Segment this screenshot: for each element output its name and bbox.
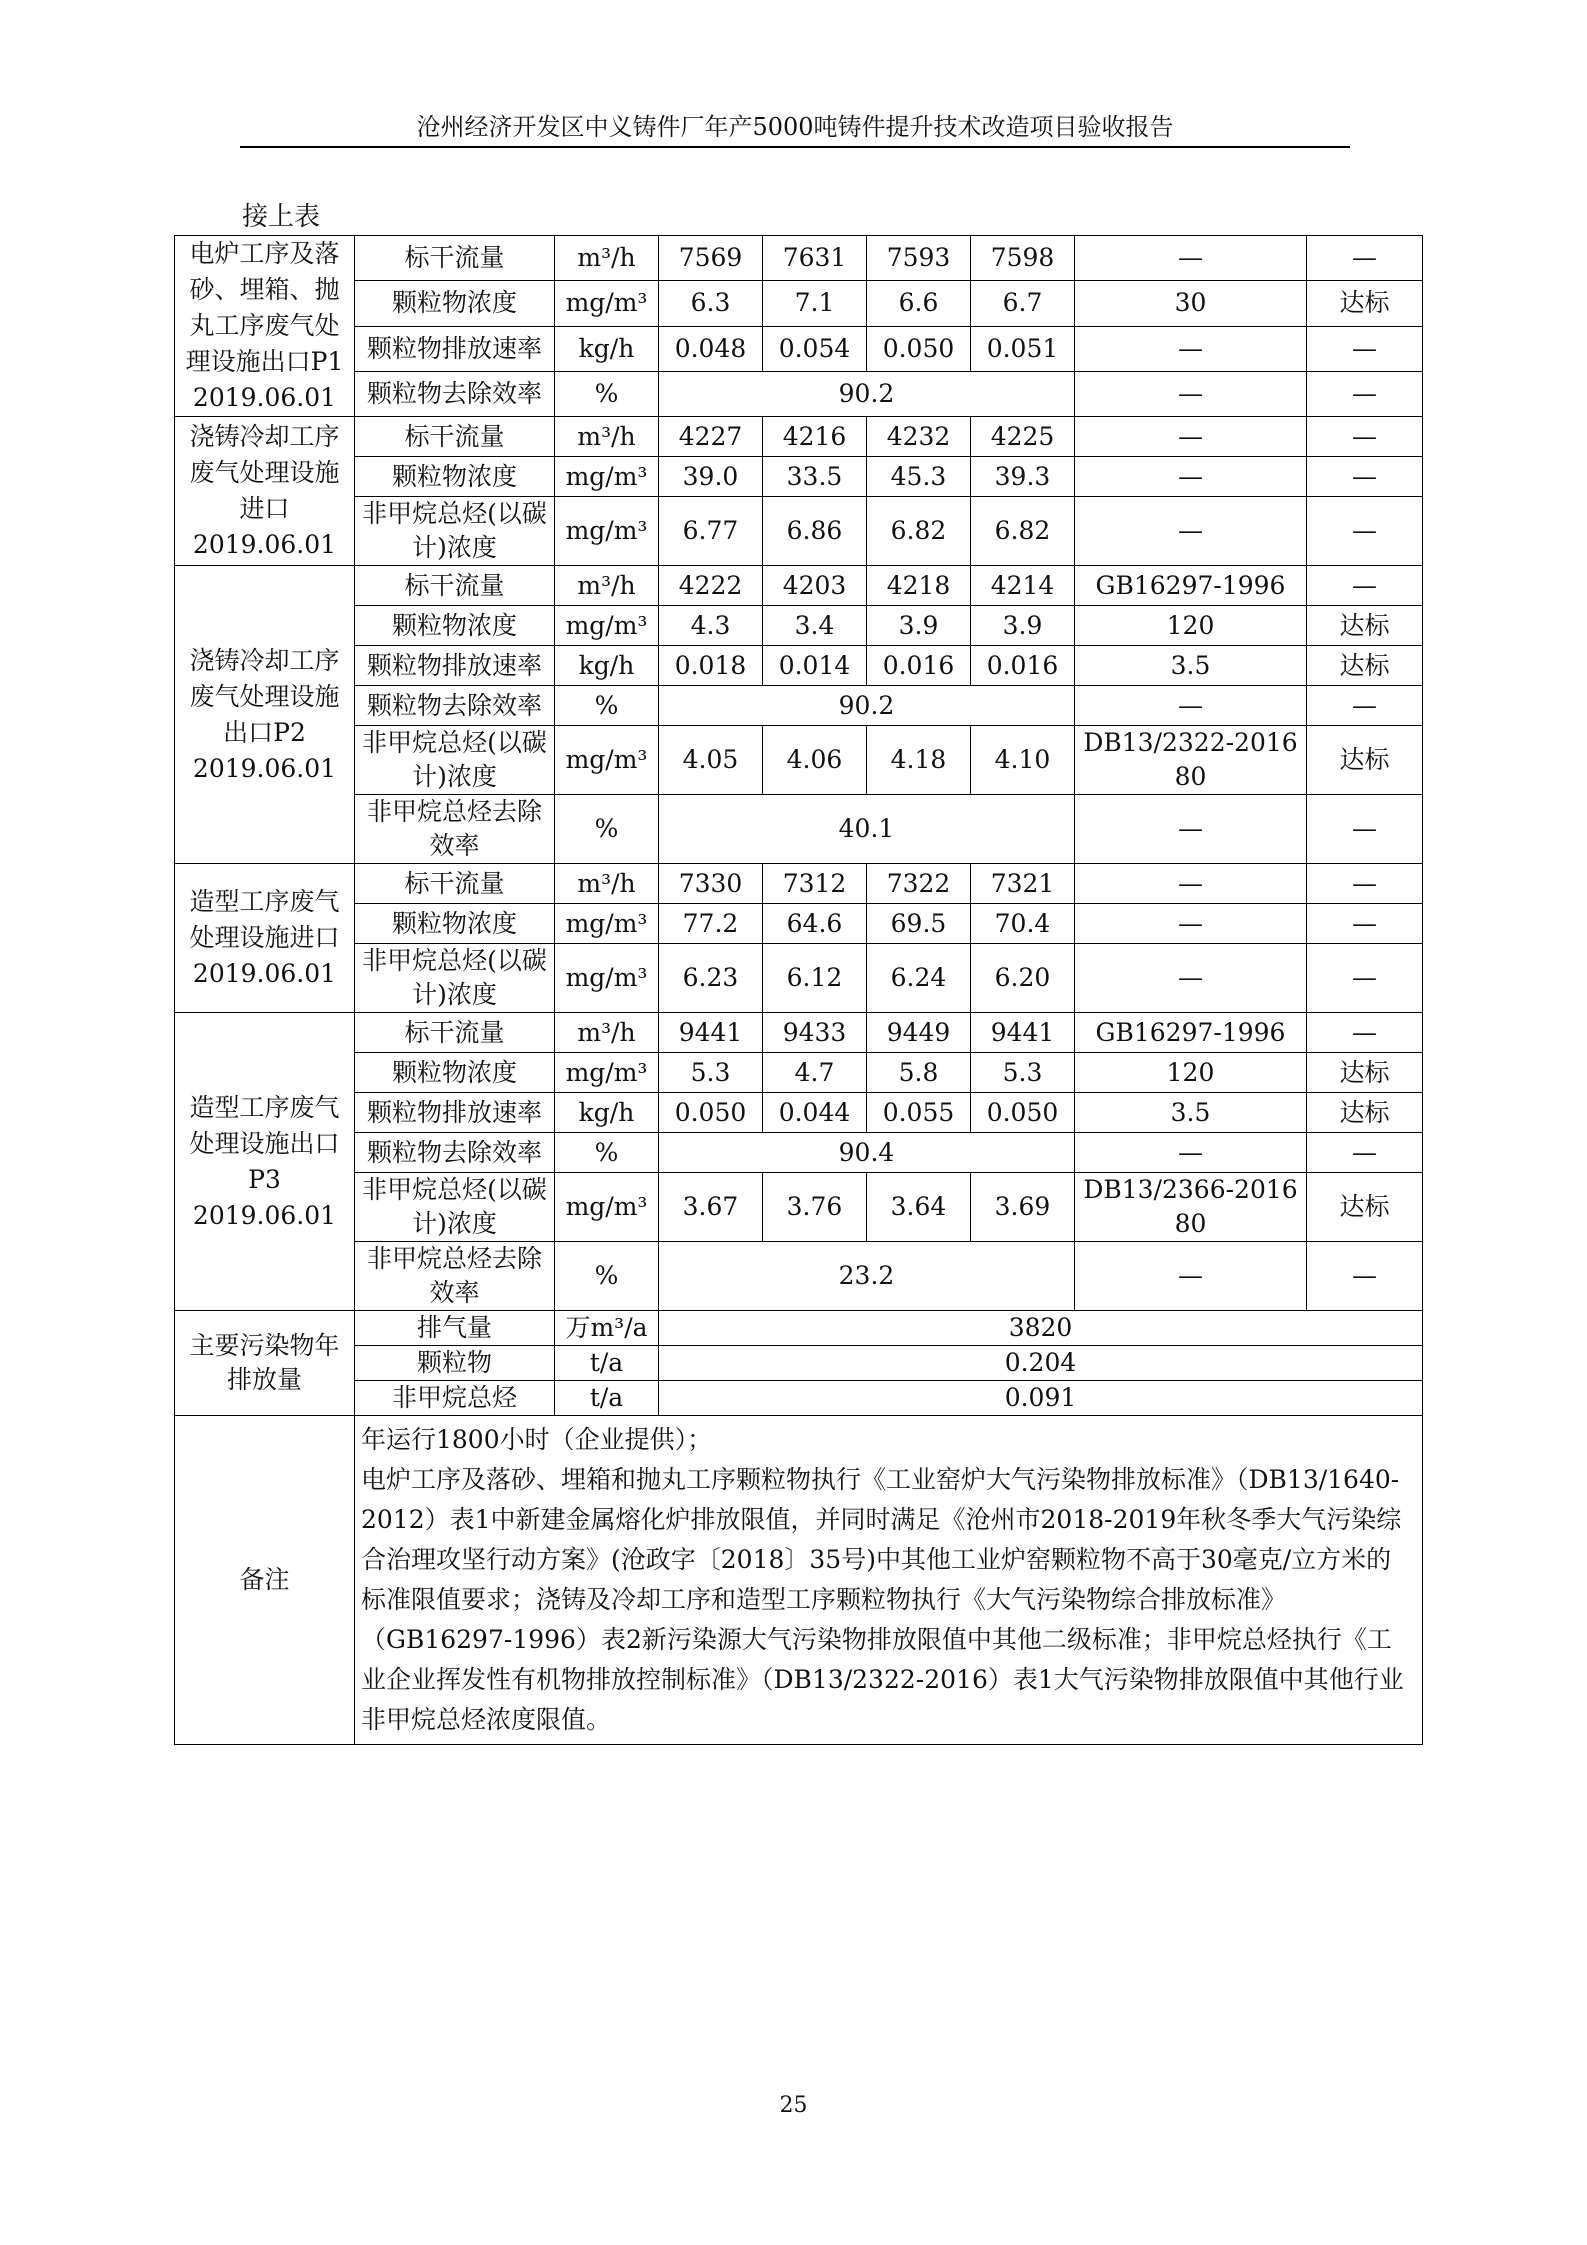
result-cell: —: [1307, 457, 1423, 497]
value-cell: 3.9: [971, 606, 1075, 646]
unit-cell: mg/m³: [555, 606, 659, 646]
value-cell: 6.86: [763, 497, 867, 566]
value-cell: 3.69: [971, 1173, 1075, 1242]
value-cell: 6.7: [971, 281, 1075, 326]
value-cell: 6.24: [867, 944, 971, 1013]
value-cell: 0.016: [867, 646, 971, 686]
result-cell: —: [1307, 904, 1423, 944]
unit-cell: %: [555, 371, 659, 416]
item-cell: 颗粒物浓度: [355, 457, 555, 497]
result-cell: 达标: [1307, 281, 1423, 326]
standard-cell: —: [1075, 864, 1307, 904]
standard-cell: 30: [1075, 281, 1307, 326]
table-row: [175, 457, 1423, 497]
standard-cell: —: [1075, 326, 1307, 371]
result-cell: —: [1307, 944, 1423, 1013]
unit-cell: mg/m³: [555, 726, 659, 795]
unit-cell: m³/h: [555, 566, 659, 606]
value-cell: 4227: [659, 417, 763, 457]
unit-cell: m³/h: [555, 236, 659, 281]
unit-cell: t/a: [555, 1346, 659, 1381]
standard-cell: 120: [1075, 1053, 1307, 1093]
table-row: [175, 606, 1423, 646]
table-row: [175, 686, 1423, 726]
efficiency-cell: 23.2: [659, 1242, 1075, 1311]
page-header: 沧州经济开发区中义铸件厂年产5000吨铸件提升技术改造项目验收报告: [416, 113, 1174, 141]
table-row: [175, 566, 1423, 606]
item-cell: 颗粒物: [355, 1346, 555, 1381]
table-row: [175, 236, 1423, 281]
unit-cell: %: [555, 1242, 659, 1311]
table-row: [175, 1381, 1423, 1416]
item-cell: 颗粒物去除效率: [355, 371, 555, 416]
table-row: [175, 864, 1423, 904]
value-cell: 7312: [763, 864, 867, 904]
item-cell: 非甲烷总烃去除效率: [355, 795, 555, 864]
result-cell: 达标: [1307, 1093, 1423, 1133]
value-cell: 7569: [659, 236, 763, 281]
standard-cell: —: [1075, 457, 1307, 497]
item-cell: 颗粒物浓度: [355, 606, 555, 646]
value-cell: 7322: [867, 864, 971, 904]
unit-cell: mg/m³: [555, 1053, 659, 1093]
result-cell: —: [1307, 1242, 1423, 1311]
standard-cell: —: [1075, 1133, 1307, 1173]
standard-cell: —: [1075, 904, 1307, 944]
value-cell: 6.23: [659, 944, 763, 1013]
unit-cell: %: [555, 795, 659, 864]
table-row: [175, 371, 1423, 416]
value-cell: 0.016: [971, 646, 1075, 686]
table-row: [175, 1346, 1423, 1381]
value-cell: 4216: [763, 417, 867, 457]
value-cell: 9441: [659, 1013, 763, 1053]
result-cell: —: [1307, 686, 1423, 726]
standard-cell: DB13/2366-2016 80: [1075, 1173, 1307, 1242]
item-cell: 颗粒物排放速率: [355, 646, 555, 686]
standard-cell: —: [1075, 371, 1307, 416]
remarks-row: [175, 1416, 1423, 1745]
value-cell: 39.3: [971, 457, 1075, 497]
table-row: [175, 726, 1423, 795]
value-cell: 7598: [971, 236, 1075, 281]
unit-cell: mg/m³: [555, 1173, 659, 1242]
value-cell: 7631: [763, 236, 867, 281]
value-cell: 0.048: [659, 326, 763, 371]
result-cell: —: [1307, 371, 1423, 416]
item-cell: 排气量: [355, 1311, 555, 1346]
value-cell: 0.018: [659, 646, 763, 686]
standard-cell: DB13/2322-2016 80: [1075, 726, 1307, 795]
unit-cell: mg/m³: [555, 904, 659, 944]
monitoring-table: [174, 235, 1423, 1745]
item-cell: 颗粒物浓度: [355, 1053, 555, 1093]
unit-cell: kg/h: [555, 646, 659, 686]
unit-cell: %: [555, 686, 659, 726]
value-cell: 0.044: [763, 1093, 867, 1133]
result-cell: —: [1307, 1013, 1423, 1053]
value-cell: 6.6: [867, 281, 971, 326]
table-row: [175, 1242, 1423, 1311]
table-row: [175, 1173, 1423, 1242]
unit-cell: m³/h: [555, 1013, 659, 1053]
value-cell: 4.05: [659, 726, 763, 795]
annual-value-cell: 0.204: [659, 1346, 1423, 1381]
item-cell: 标干流量: [355, 864, 555, 904]
table-row: [175, 1133, 1423, 1173]
value-cell: 5.3: [659, 1053, 763, 1093]
table-row: [175, 1093, 1423, 1133]
value-cell: 6.20: [971, 944, 1075, 1013]
value-cell: 4.10: [971, 726, 1075, 795]
standard-cell: —: [1075, 686, 1307, 726]
table-row: [175, 497, 1423, 566]
value-cell: 9449: [867, 1013, 971, 1053]
sampling-location-cell: 造型工序废气处理设施进口 2019.06.01: [175, 864, 355, 1013]
remarks-label: 备注: [175, 1416, 355, 1745]
table-row: [175, 1311, 1423, 1346]
value-cell: 4214: [971, 566, 1075, 606]
remarks-line-1: 年运行1800小时（企业提供）；: [361, 1425, 713, 1454]
annual-emission-label: 主要污染物年排放量: [175, 1311, 355, 1416]
unit-cell: 万m³/a: [555, 1311, 659, 1346]
value-cell: 7.1: [763, 281, 867, 326]
standard-cell: 3.5: [1075, 1093, 1307, 1133]
result-cell: —: [1307, 497, 1423, 566]
standard-cell: —: [1075, 944, 1307, 1013]
table-row: [175, 326, 1423, 371]
item-cell: 标干流量: [355, 566, 555, 606]
value-cell: 4.18: [867, 726, 971, 795]
item-cell: 颗粒物去除效率: [355, 686, 555, 726]
standard-cell: 3.5: [1075, 646, 1307, 686]
item-cell: 非甲烷总烃去除效率: [355, 1242, 555, 1311]
result-cell: 达标: [1307, 1053, 1423, 1093]
value-cell: 5.8: [867, 1053, 971, 1093]
unit-cell: kg/h: [555, 1093, 659, 1133]
unit-cell: mg/m³: [555, 944, 659, 1013]
remarks-text: [355, 1416, 1423, 1745]
result-cell: —: [1307, 864, 1423, 904]
value-cell: 69.5: [867, 904, 971, 944]
value-cell: 4.06: [763, 726, 867, 795]
value-cell: 0.055: [867, 1093, 971, 1133]
result-cell: 达标: [1307, 1173, 1423, 1242]
unit-cell: mg/m³: [555, 457, 659, 497]
value-cell: 0.014: [763, 646, 867, 686]
value-cell: 45.3: [867, 457, 971, 497]
value-cell: 9433: [763, 1013, 867, 1053]
item-cell: 标干流量: [355, 236, 555, 281]
value-cell: 4203: [763, 566, 867, 606]
value-cell: 0.050: [867, 326, 971, 371]
standard-cell: —: [1075, 1242, 1307, 1311]
unit-cell: mg/m³: [555, 281, 659, 326]
value-cell: 6.82: [971, 497, 1075, 566]
result-cell: 达标: [1307, 606, 1423, 646]
unit-cell: t/a: [555, 1381, 659, 1416]
value-cell: 4222: [659, 566, 763, 606]
standard-cell: GB16297-1996: [1075, 566, 1307, 606]
value-cell: 9441: [971, 1013, 1075, 1053]
item-cell: 颗粒物排放速率: [355, 326, 555, 371]
value-cell: 33.5: [763, 457, 867, 497]
standard-cell: —: [1075, 236, 1307, 281]
sampling-location-cell: 电炉工序及落砂、埋箱、抛丸工序废气处理设施出口P1 2019.06.01: [175, 236, 355, 417]
standard-cell: —: [1075, 417, 1307, 457]
result-cell: —: [1307, 417, 1423, 457]
result-cell: 达标: [1307, 646, 1423, 686]
item-cell: 非甲烷总烃(以碳计)浓度: [355, 944, 555, 1013]
standard-cell: GB16297-1996: [1075, 1013, 1307, 1053]
annual-value-cell: 3820: [659, 1311, 1423, 1346]
value-cell: 6.82: [867, 497, 971, 566]
continued-label: 接上表: [242, 202, 321, 232]
table-row: [175, 281, 1423, 326]
value-cell: 0.050: [659, 1093, 763, 1133]
value-cell: 64.6: [763, 904, 867, 944]
table-row: [175, 646, 1423, 686]
standard-cell: —: [1075, 497, 1307, 566]
efficiency-cell: 90.4: [659, 1133, 1075, 1173]
header-rule: [240, 146, 1350, 148]
value-cell: 5.3: [971, 1053, 1075, 1093]
value-cell: 3.64: [867, 1173, 971, 1242]
efficiency-cell: 90.2: [659, 371, 1075, 416]
table-row: [175, 417, 1423, 457]
result-cell: 达标: [1307, 726, 1423, 795]
table-row: [175, 1053, 1423, 1093]
value-cell: 4.7: [763, 1053, 867, 1093]
value-cell: 6.12: [763, 944, 867, 1013]
value-cell: 0.054: [763, 326, 867, 371]
value-cell: 3.4: [763, 606, 867, 646]
item-cell: 颗粒物排放速率: [355, 1093, 555, 1133]
value-cell: 3.67: [659, 1173, 763, 1242]
item-cell: 标干流量: [355, 417, 555, 457]
value-cell: 39.0: [659, 457, 763, 497]
item-cell: 标干流量: [355, 1013, 555, 1053]
efficiency-cell: 90.2: [659, 686, 1075, 726]
annual-value-cell: 0.091: [659, 1381, 1423, 1416]
table-row: [175, 795, 1423, 864]
value-cell: 0.051: [971, 326, 1075, 371]
value-cell: 4232: [867, 417, 971, 457]
value-cell: 70.4: [971, 904, 1075, 944]
result-cell: —: [1307, 236, 1423, 281]
table-row: [175, 1013, 1423, 1053]
result-cell: —: [1307, 1133, 1423, 1173]
item-cell: 颗粒物浓度: [355, 904, 555, 944]
value-cell: 3.76: [763, 1173, 867, 1242]
sampling-location-cell: 浇铸冷却工序废气处理设施出口P2 2019.06.01: [175, 566, 355, 864]
unit-cell: m³/h: [555, 864, 659, 904]
table-row: [175, 944, 1423, 1013]
unit-cell: mg/m³: [555, 497, 659, 566]
result-cell: —: [1307, 795, 1423, 864]
value-cell: 3.9: [867, 606, 971, 646]
value-cell: 0.050: [971, 1093, 1075, 1133]
sampling-location-cell: 造型工序废气处理设施出口P3 2019.06.01: [175, 1013, 355, 1311]
efficiency-cell: 40.1: [659, 795, 1075, 864]
item-cell: 非甲烷总烃(以碳计)浓度: [355, 497, 555, 566]
item-cell: 非甲烷总烃(以碳计)浓度: [355, 1173, 555, 1242]
item-cell: 颗粒物浓度: [355, 281, 555, 326]
page-number: 25: [779, 2093, 808, 2118]
value-cell: 7330: [659, 864, 763, 904]
unit-cell: m³/h: [555, 417, 659, 457]
value-cell: 4218: [867, 566, 971, 606]
sampling-location-cell: 浇铸冷却工序废气处理设施进口 2019.06.01: [175, 417, 355, 566]
unit-cell: kg/h: [555, 326, 659, 371]
item-cell: 颗粒物去除效率: [355, 1133, 555, 1173]
value-cell: 77.2: [659, 904, 763, 944]
value-cell: 6.77: [659, 497, 763, 566]
item-cell: 非甲烷总烃: [355, 1381, 555, 1416]
table-row: [175, 904, 1423, 944]
value-cell: 7321: [971, 864, 1075, 904]
value-cell: 7593: [867, 236, 971, 281]
value-cell: 4.3: [659, 606, 763, 646]
result-cell: —: [1307, 326, 1423, 371]
standard-cell: —: [1075, 795, 1307, 864]
standard-cell: 120: [1075, 606, 1307, 646]
value-cell: 6.3: [659, 281, 763, 326]
value-cell: 4225: [971, 417, 1075, 457]
remarks-line-2: 电炉工序及落砂、埋箱和抛丸工序颗粒物执行《工业窑炉大气污染物排放标准》（DB13/1640-2012）表1中新建金属熔化炉排放限值，并同时满足《沧州市2018-2019年秋冬季大气污染综合治理攻坚行动方案》(沧政字〔2018〕35号)中其他工业炉窑颗粒物不高于30毫克/立方米的标准限值要求；浇铸及冷却工序和造型工序颗粒物执行《大气污染物综合排放标准》（GB16297-1996）表2新污染源大气污染物排放限值中其他二级标准；非甲烷总烃执行《工业企业挥发性有机物排放控制标准》（DB13/2322-2016）表1大气污染物排放限值中其他行业非甲烷总烃浓度限值。: [361, 1465, 1404, 1734]
item-cell: 非甲烷总烃(以碳计)浓度: [355, 726, 555, 795]
result-cell: —: [1307, 566, 1423, 606]
unit-cell: %: [555, 1133, 659, 1173]
